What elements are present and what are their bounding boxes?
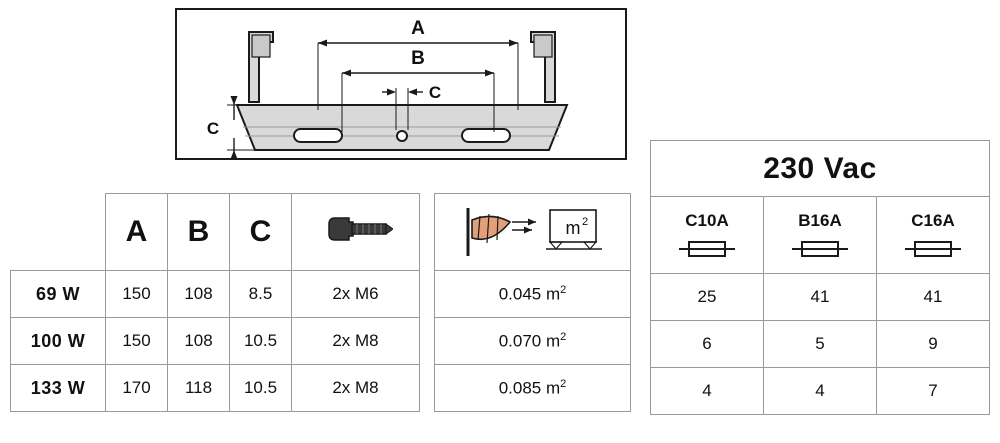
column-header-c10a [651,197,764,274]
area-exp-69w: 2 [560,283,567,296]
svg-text:m: m [565,218,580,238]
cell-c-100w: 10.5 [230,318,292,365]
voltage-title: 230 Vac [651,141,990,197]
arrow-c-left-up [231,96,238,105]
column-header-screw [292,194,420,271]
area-unit-69w: m [545,284,561,304]
arrow-a-left [318,40,327,47]
area-unit-133w: m [545,378,561,398]
cell-screw-133w: 2x M8 [292,365,420,412]
cell-c16a-100w: 9 [877,321,990,368]
wind-surface-area-icon [458,204,608,260]
table-corner-blank [11,194,106,271]
area-value-100w: 0.070 [498,331,542,351]
cell-a-100w: 150 [106,318,168,365]
label-a: A [411,18,425,39]
arrow-b-left [342,70,351,77]
table-row [11,271,631,318]
table-gap-cell [420,271,435,318]
table-gap-cell [420,318,435,365]
table-row [651,368,990,415]
cell-area-100w [435,318,631,365]
cell-b16a-100w: 5 [764,321,877,368]
area-exp-100w: 2 [560,330,567,343]
fuse-table-title-row [651,141,990,197]
column-header-a: A [106,194,168,271]
fuse-rating-table [650,140,990,415]
table-gap-cell [420,365,435,412]
center-hole [397,131,407,141]
arm-right-detail [534,35,552,57]
fuse-table-header-row [651,197,990,274]
dimension-table-header-row [11,194,631,271]
table-row [11,318,631,365]
arrow-a-right [509,40,518,47]
table-row [651,274,990,321]
cell-c-69w: 8.5 [230,271,292,318]
fuse-icon [903,239,963,259]
arrow-c-top-right [408,89,417,96]
arm-left-detail [252,35,270,57]
table-gap-column [420,194,435,271]
column-header-wind-area [435,194,631,271]
row-label-69w: 69 W [11,271,106,318]
cell-c10a-100w: 6 [651,321,764,368]
arrow-b-right [485,70,494,77]
cell-area-69w [435,271,631,318]
arrow-c-left-down [231,150,238,158]
dimension-table [10,193,631,412]
cell-a-133w: 170 [106,365,168,412]
area-unit-100w: m [545,331,561,351]
cell-c-133w: 10.5 [230,365,292,412]
column-header-c16a-label: C16A [911,211,955,230]
cell-area-133w [435,365,631,412]
column-header-b: B [168,194,230,271]
cell-b16a-69w: 41 [764,274,877,321]
product-dimension-drawing [175,8,627,160]
cell-c10a-133w: 4 [651,368,764,415]
row-label-133w: 133 W [11,365,106,412]
cell-c16a-133w: 7 [877,368,990,415]
label-c-top: C [428,83,442,102]
table-row [651,321,990,368]
cell-b-133w: 118 [168,365,230,412]
area-exp-133w: 2 [560,377,567,390]
svg-text:2: 2 [581,216,588,228]
cell-c10a-69w: 25 [651,274,764,321]
cell-screw-69w: 2x M6 [292,271,420,318]
screw-icon [319,208,393,256]
mounting-slot-right [462,129,510,142]
cell-screw-100w: 2x M8 [292,318,420,365]
column-header-c16a [877,197,990,274]
cell-b16a-133w: 4 [764,368,877,415]
label-b: B [411,48,425,69]
table-row [11,365,631,412]
fuse-icon [790,239,850,259]
area-value-69w: 0.045 [498,284,542,304]
area-value-133w: 0.085 [498,378,542,398]
cell-a-69w: 150 [106,271,168,318]
column-header-c: C [230,194,292,271]
cell-c16a-69w: 41 [877,274,990,321]
cell-b-69w: 108 [168,271,230,318]
cell-b-100w: 108 [168,318,230,365]
fuse-icon [677,239,737,259]
column-header-b16a-label: B16A [798,211,842,230]
mounting-slot-left [294,129,342,142]
row-label-100w: 100 W [11,318,106,365]
column-header-b16a [764,197,877,274]
label-c-left: C [206,119,220,138]
drawing-svg [177,10,625,158]
column-header-c10a-label: C10A [685,211,729,230]
arrow-c-top-left [387,89,396,96]
